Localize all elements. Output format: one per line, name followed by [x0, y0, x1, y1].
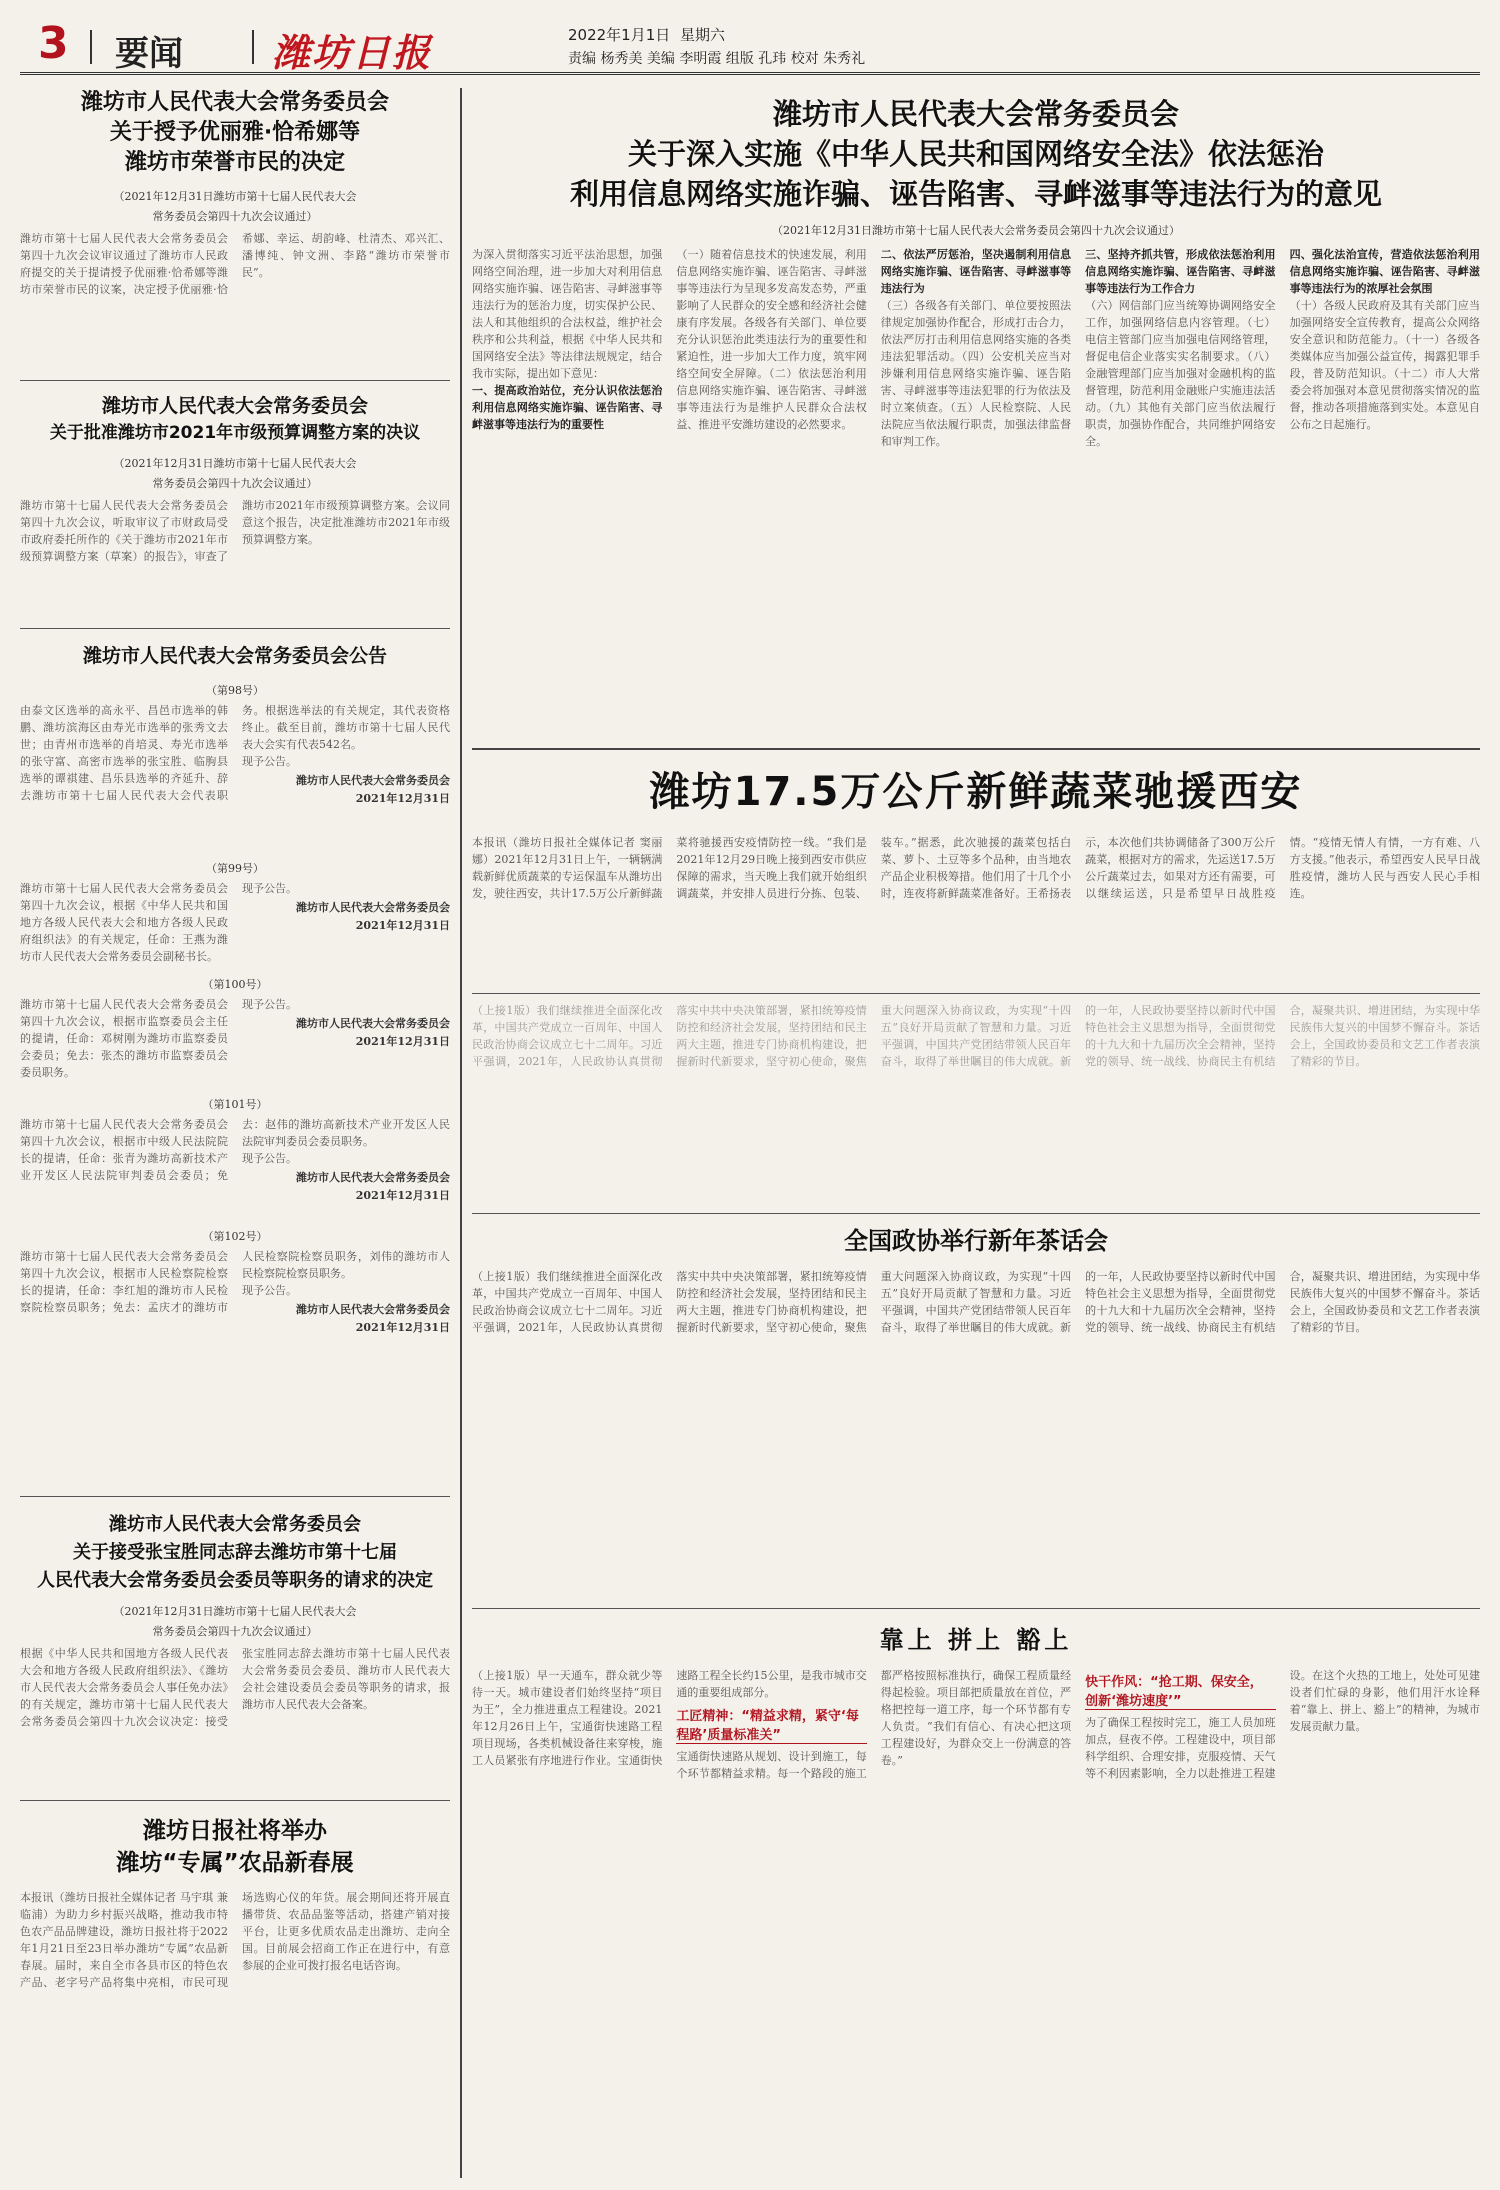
- article-kaoshang: [472, 1608, 1480, 2167]
- article-paragraph: 宝通街快速路从规划、设计到施工，每个环节都精益求精。每一个路段的施工都严格按照标准执行，确保工程质量经得起检验。项目部把质量放在首位，严格把控每一道工序，每一个环节都有专人负责。“我们有信心、有决心把这项工程建设好，为群众交上一份满意的答卷。”: [676, 1669, 1072, 1780]
- newspaper-logo: 潍坊日报: [272, 30, 433, 75]
- headline: 潍坊17.5万公斤新鲜蔬菜驰援西安: [649, 769, 1303, 815]
- announcement-number: （第102号）: [202, 1230, 268, 1243]
- article-announcements: [20, 628, 450, 1352]
- issue-weekday: 星期六: [680, 26, 726, 44]
- headline: 潍坊市人民代表大会常务委员会公告: [82, 645, 387, 667]
- article-body: 本报讯（潍坊日报社全媒体记者 马宇琪 兼临浦）为助力乡村振兴战略，推动我市特色农产品品牌建设，潍坊日报社将于2022年1月21日至23日举办潍坊“专属”农品新春展。届时，来自全市各县市区的特色农产品、老字号产品将集中亮相，市民可现场选购心仪的年货。展会期间还将开展直播带货、农品品鉴等活动，搭建产销对接平台，让更多优质农品走出潍坊、走向全国。目前展会招商工作正在进行中，有意参展的企业可拨打报名电话咨询。: [20, 1891, 450, 1989]
- keyword-heading: 工匠精神：“精益求精，紧守‘每程路’质量标准关”: [676, 1705, 866, 1744]
- subtitle: （2021年12月31日潍坊市第十七届人民代表大会常务委员会第四十九次会议通过）: [772, 224, 1180, 237]
- announcement-signer: 潍坊市人民代表大会常务委员会: [296, 1303, 450, 1316]
- article-spring-fair: [20, 1800, 450, 1991]
- announcement-body: 潍坊市第十七届人民代表大会常务委员会第四十九次会议，根据市人民检察院检察长的提请，任命：李红旭的潍坊市人民检察院检察员职务；免去：孟庆才的潍坊市人民检察院检察员职务，刘伟的潍坊市人民检察院检察员职务。: [20, 1250, 450, 1314]
- issue-date: 2022年1月1日: [568, 26, 671, 44]
- headline: 潍坊市荣誉市民的决定: [124, 150, 345, 175]
- section-paragraph: （六）网信部门应当统筹协调网络安全工作，加强网络信息内容管理。（七）电信主管部门应当加强电信网络管理，督促电信企业落实实名制要求。（八）金融管理部门应当加强对金融机构的监督管理，防范利用金融账户实施违法活动。（九）其他有关部门应当依法履行职责，加强协作配合，共同维护网络安全。: [1085, 299, 1276, 448]
- masthead: [20, 20, 1480, 75]
- article-paragraph: 为了确保工程按时完工，施工人员加班加点，昼夜不停。工程建设中，项目部科学组织、合理安排，克服疫情、天气等不利因素影响，全力以赴推进工程建设。在这个火热的工地上，处处可见建设者们忙碌的身影，他们用汗水诠释着“靠上、拼上、豁上”的精神，为城市发展贡献力量。: [1085, 1669, 1480, 1780]
- announcement-signer: 潍坊市人民代表大会常务委员会: [296, 1017, 450, 1030]
- article-resignation: [20, 1496, 450, 1730]
- left-column: [20, 88, 462, 2178]
- headline: 关于批准潍坊市2021年市级预算调整方案的决议: [49, 423, 421, 443]
- article-honorary-citizens: [20, 88, 450, 298]
- headline: 人民代表大会常务委员会委员等职务的请求的决定: [37, 1570, 433, 1591]
- article-continued-top: [472, 993, 1480, 1192]
- headline: 潍坊市人民代表大会常务委员会: [772, 97, 1179, 131]
- section-paragraph: （三）各级各有关部门、单位要按照法律规定加强协作配合，形成打击合力，依法严厉打击利用信息网络实施的各类违法犯罪活动。（四）公安机关应当对涉嫌利用信息网络实施诈骗、诬告陷害、寻衅滋事等违法犯罪的行为依法及时立案侦查。（五）人民检察院、人民法院应当依法履行职责，加强法律监督和审判工作。: [880, 299, 1072, 448]
- headline: 全国政协举行新年茶话会: [844, 1227, 1108, 1255]
- announcement-number: （第100号）: [202, 978, 268, 991]
- announcement-signer: 潍坊市人民代表大会常务委员会: [296, 901, 450, 914]
- announcement-100: [20, 996, 450, 1088]
- article-paragraph: （上接1版）早一天通车，群众就少等待一天。城市建设者们始终坚持“项目为王”，全力推进重点工程建设。2021年12月26日上午，宝通街快速路工程项目现场，各类机械设备往来穿梭，施工人员紧张有序地进行作业。宝通街快速路工程全长约15公里，是我市城市交通的重要组成部分。: [472, 1669, 867, 1767]
- article-body: 潍坊市第十七届人民代表大会常务委员会第四十九次会议，听取审议了市财政局受市政府委托所作的《关于潍坊市2021年市级预算调整方案（草案）的报告》，审查了潍坊市2021年市级预算调整方案。会议同意这个报告，决定批准潍坊市2021年市级预算调整方案。: [20, 499, 450, 563]
- announcement-body: 潍坊市第十七届人民代表大会常务委员会第四十九次会议，根据《中华人民共和国地方各级人民代表大会和地方各级人民政府组织法》的有关规定，任命：王燕为潍坊市人民代表大会常务委员会副秘书长。: [20, 882, 228, 963]
- announcement-date: 2021年12月31日: [355, 1321, 450, 1334]
- section-paragraph: （一）随着信息技术的快速发展，利用信息网络实施诈骗、诬告陷害、寻衅滋事等违法行为呈现多发高发态势，严重影响了人民群众的安全感和经济社会健康有序发展。各级各有关部门、单位要充分认识惩治此类违法行为的重要性和紧迫性，进一步加大工作力度，筑牢网络空间安全屏障。（二）依法惩治利用信息网络实施诈骗、诬告陷害、寻衅滋事等违法行为是维护人民群众合法权益、推进平安潍坊建设的必然要求。: [676, 248, 867, 431]
- announcement-number: （第99号）: [206, 862, 264, 875]
- subtitle: （2021年12月31日潍坊市第十七届人民代表大会: [113, 1605, 357, 1618]
- announcement-date: 2021年12月31日: [355, 792, 450, 805]
- article-cppcc-tea-party: [472, 1213, 1480, 1568]
- article-body: 本报讯（潍坊日报社全媒体记者 窦丽娜）2021年12月31日上午，一辆辆满载新鲜优质蔬菜的专运保温车从潍坊出发，驶往西安，共计17.5万公斤新鲜蔬菜将驰援西安疫情防控一线。“我们是2021年12月29日晚上接到西安市供应保障的需求，当天晚上我们就开始组织调蔬菜，并安排人员进行分拣、包装、装车。”据悉，此次驰援的蔬菜包括白菜、萝卜、土豆等多个品种，由当地农产品企业积极筹措。他们用了十几个小时，连夜将新鲜蔬菜准备好。王希扬表示，本次他们共协调储备了300万公斤蔬菜，根据对方的需求，先运送17.5万公斤蔬菜过去，如果对方还有需要，可以继续运送，只是希望早日战胜疫情。“疫情无情人有情，一方有难、八方支援。”他表示，希望西安人民早日战胜疫情，潍坊人民与西安人民心手相连。: [472, 836, 1480, 900]
- announcement-closing: 现予公告。: [242, 998, 297, 1011]
- section-heading: 一、提高政治站位，充分认识依法惩治利用信息网络实施诈骗、诬告陷害、寻衅滋事等违法行为的重要性: [472, 384, 663, 431]
- announcement-closing: 现予公告。: [242, 1284, 297, 1297]
- article-body: 潍坊市第十七届人民代表大会常务委员会第四十九次会议审议通过了潍坊市人民政府提交的关于提请授予优丽雅·恰希娜等潍坊市荣誉市民的议案，决定授予优丽雅·恰希娜、幸运、胡韵峰、杜清杰、邓兴汇、潘博纯、钟文洲、李路“潍坊市荣誉市民”。: [20, 232, 450, 296]
- keyword-heading: 快干作风：“抢工期、保安全，创新‘潍坊速度’”: [1085, 1671, 1275, 1710]
- announcement-body: 由泰文区选举的高永平、昌邑市选举的韩鹏、潍坊滨海区由寿光市选举的张秀文去世；由青州市选举的肖培灵、寿光市选举的张守富、高密市选举的张宝胜、临朐县选举的谭祺建、昌乐县选举的齐延升、辞去潍坊市第十七届人民代表大会代表职务。根据选举法的有关规定，其代表资格终止。截至目前，潍坊市第十七届人民代表大会实有代表542名。: [20, 704, 450, 802]
- right-column: [472, 88, 1480, 2178]
- headline: 利用信息网络实施诈骗、诬告陷害、寻衅滋事等违法行为的意见: [569, 177, 1382, 211]
- headline: 关于接受张宝胜同志辞去潍坊市第十七届: [73, 1542, 397, 1563]
- announcement-date: 2021年12月31日: [355, 1035, 450, 1048]
- article-body: [472, 246, 1480, 676]
- article-body: 根据《中华人民共和国地方各级人民代表大会和地方各级人民政府组织法》、《潍坊市人民代表大会常务委员会人事任免办法》的有关规定，潍坊市第十七届人民代表大会常务委员会第四十九次会议决定：接受张宝胜同志辞去潍坊市第十七届人民代表大会常务委员会委员、潍坊市人民代表大会社会建设委员会委员等职务的请求，报潍坊市人民代表大会备案。: [20, 1647, 450, 1728]
- section-paragraph: （十）各级人民政府及其有关部门应当加强网络安全宣传教育，提高公众网络安全意识和防范能力。（十一）各级各类媒体应当加强公益宣传，揭露犯罪手段，普及防范知识。（十二）市人大常委会将加强对本意见贯彻落实情况的监督，推动各项措施落到实处。本意见自公布之日起施行。: [1289, 299, 1480, 431]
- divider: [252, 30, 254, 64]
- announcement-number: （第101号）: [202, 1098, 268, 1111]
- headline: 潍坊日报社将举办: [143, 1818, 327, 1844]
- announcement-date: 2021年12月31日: [355, 919, 450, 932]
- section-heading: 二、依法严厉惩治，坚决遏制利用信息网络实施诈骗、诬告陷害、寻衅滋事等违法行为: [880, 248, 1072, 295]
- section-name: 要闻: [115, 34, 183, 74]
- article-body: [472, 1667, 1480, 2167]
- announcement-102: [20, 1248, 450, 1352]
- subtitle: 常务委员会第四十九次会议通过）: [152, 477, 318, 490]
- article-budget-adjustment: [20, 380, 450, 565]
- subtitle: （2021年12月31日潍坊市第十七届人民代表大会: [113, 457, 357, 470]
- headline: 潍坊市人民代表大会常务委员会: [80, 90, 389, 115]
- section-heading: 四、强化法治宣传，营造依法惩治利用信息网络实施诈骗、诬告陷害、寻衅滋事等违法行为的浓厚社会氛围: [1289, 248, 1480, 295]
- announcement-99: [20, 880, 450, 968]
- editorial-staff: 责编 杨秀美 美编 李明霞 组版 孔玮 校对 朱秀礼: [568, 51, 866, 67]
- announcement-98: [20, 702, 450, 852]
- announcement-closing: 现予公告。: [242, 882, 297, 895]
- divider: [90, 30, 92, 64]
- headline: 潍坊市人民代表大会常务委员会: [109, 1514, 361, 1535]
- announcement-date: 2021年12月31日: [355, 1189, 450, 1202]
- intro-paragraph: 为深入贯彻落实习近平法治思想，加强网络空间治理，进一步加大对利用信息网络实施诈骗、诬告陷害、寻衅滋事等违法行为的惩治力度，切实保护公民、法人和其他组织的合法权益，维护社会秩序和公共利益，根据《中华人民共和国网络安全法》等法律法规规定，结合我市实际，提出如下意见：: [472, 248, 663, 380]
- announcement-signer: 潍坊市人民代表大会常务委员会: [296, 774, 450, 787]
- article-vegetables-xian: [472, 748, 1480, 926]
- announcement-101: [20, 1116, 450, 1220]
- announcement-closing: 现予公告。: [242, 755, 297, 768]
- subtitle: 常务委员会第四十九次会议通过）: [152, 1625, 318, 1638]
- announcement-closing: 现予公告。: [242, 1152, 297, 1165]
- announcement-signer: 潍坊市人民代表大会常务委员会: [296, 1171, 450, 1184]
- headline: 关于授予优丽雅·恰希娜等: [109, 120, 361, 145]
- announcement-body: 潍坊市第十七届人民代表大会常务委员会第四十九次会议，根据市中级人民法院院长的提请，任命：张青为潍坊高新技术产业开发区人民法院审判委员会委员；免去：赵伟的潍坊高新技术产业开发区人民法院审判委员会委员职务。: [20, 1118, 450, 1182]
- article-body: （上接1版）我们继续推进全面深化改革，中国共产党成立一百周年、中国人民政治协商会议成立七十二周年。习近平强调，2021年，人民政协认真贯彻落实中共中央决策部署，紧扣统筹疫情防控和经济社会发展，坚持团结和民主两大主题，推进专门协商机构建设，把握新时代新要求，坚守初心使命，聚焦重大问题深入协商议政，为实现“十四五”良好开局贡献了智慧和力量。习近平强调，中国共产党团结带领人民百年奋斗，取得了举世瞩目的伟大成就。新的一年，人民政协要坚持以新时代中国特色社会主义思想为指导，全面贯彻党的十九大和十九届历次全会精神，坚持党的领导、统一战线、协商民主有机结合，凝聚共识、增进团结，为实现中华民族伟大复兴的中国梦不懈奋斗。茶话会上，全国政协委员和文艺工作者表演了精彩的节目。: [472, 1270, 1480, 1334]
- section-heading: 三、坚持齐抓共管，形成依法惩治利用信息网络实施诈骗、诬告陷害、寻衅滋事等违法行为工作合力: [1085, 248, 1276, 295]
- announcement-number: （第98号）: [206, 684, 264, 697]
- headline: 潍坊市人民代表大会常务委员会: [101, 395, 368, 417]
- subtitle: （2021年12月31日潍坊市第十七届人民代表大会: [113, 190, 357, 203]
- headline: 靠上 拼上 豁上: [879, 1626, 1073, 1654]
- headline: 潍坊“专属”农品新春展: [116, 1850, 354, 1876]
- headline: 关于深入实施《中华人民共和国网络安全法》依法惩治: [627, 137, 1324, 171]
- article-body: （上接1版）我们继续推进全面深化改革，中国共产党成立一百周年、中国人民政治协商会议成立七十二周年。习近平强调，2021年，人民政协认真贯彻落实中共中央决策部署，紧扣统筹疫情防控和经济社会发展，坚持团结和民主两大主题，推进专门协商机构建设，把握新时代新要求，坚守初心使命，聚焦重大问题深入协商议政，为实现“十四五”良好开局贡献了智慧和力量。习近平强调，中国共产党团结带领人民百年奋斗，取得了举世瞩目的伟大成就。新的一年，人民政协要坚持以新时代中国特色社会主义思想为指导，全面贯彻党的十九大和十九届历次全会精神，坚持党的领导、统一战线、协商民主有机结合，凝聚共识、增进团结，为实现中华民族伟大复兴的中国梦不懈奋斗。茶话会上，全国政协委员和文艺工作者表演了精彩的节目。: [472, 1004, 1480, 1068]
- page-number: 3: [38, 18, 69, 69]
- announcement-body: 潍坊市第十七届人民代表大会常务委员会第四十九次会议，根据市监察委员会主任的提请，任命：邓树刚为潍坊市监察委员会委员；免去：张杰的潍坊市监察委员会委员职务。: [20, 998, 228, 1079]
- subtitle: 常务委员会第四十九次会议通过）: [152, 210, 318, 223]
- article-cyber-opinion: [472, 88, 1480, 738]
